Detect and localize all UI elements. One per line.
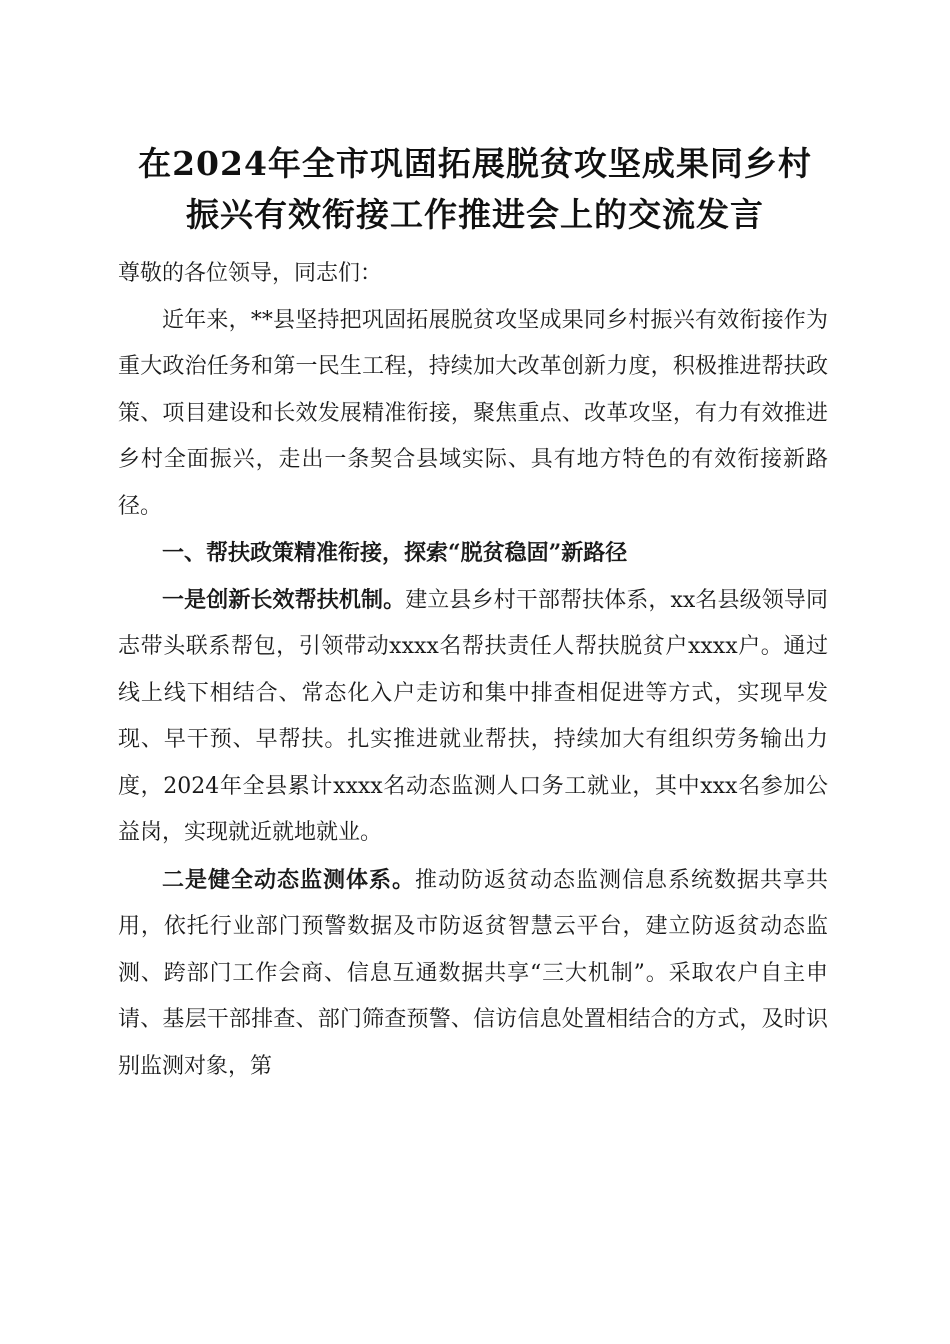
title-line-1: 在2024年全市巩固拓展脱贫攻坚成果同乡村: [138, 144, 812, 183]
section-heading-1: 一、帮扶政策精准衔接，探索“脱贫稳固”新路径: [162, 540, 628, 566]
intro-paragraph: 近年来，**县坚持把巩固拓展脱贫攻坚成果同乡村振兴有效衔接作为重大政治任务和第一民生工程，持续加大改革创新力度，积极推进帮扶政策、项目建设和长效发展精准衔接，聚焦重点、改革攻坚，有力有效推进乡村全面振兴，走出一条契合县域实际、具有地方特色的有效衔接新路径。: [118, 307, 828, 519]
document-body: [118, 251, 828, 1090]
paragraph-1: [118, 577, 828, 857]
paragraph-2: [118, 857, 828, 1091]
paragraph-2-body: 推动防返贫动态监测信息系统数据共享共用，依托行业部门预警数据及市防返贫智慧云平台，建立防返贫动态监测、跨部门工作会商、信息互通数据共享“三大机制”。采取农户自主申请、基层干部排查、部门筛查预警、信访信息处置相结合的方式，及时识别监测对象，第: [118, 867, 828, 1079]
document-title: [80, 138, 870, 240]
salutation: 尊敬的各位领导，同志们：: [118, 261, 383, 286]
title-line-2: 振兴有效衔接工作推进会上的交流发言: [186, 195, 764, 234]
paragraph-1-lead: 一是创新长效帮扶机制。: [162, 586, 406, 613]
paragraph-2-lead: 二是健全动态监测体系。: [162, 866, 415, 893]
paragraph-1-body: 建立县乡村干部帮扶体系，xx名县级领导同志带头联系帮包，引领带动xxxx名帮扶责任人帮扶脱贫户xxxx户。通过线上线下相结合、常态化入户走访和集中排查相促进等方式，实现早发现、早干预、早帮扶。扎实推进就业帮扶，持续加大有组织劳务输出力度，2024年全县累计xxxx名动态监测人口务工就业，其中xxx名参加公益岗，实现就近就地就业。: [118, 587, 828, 845]
